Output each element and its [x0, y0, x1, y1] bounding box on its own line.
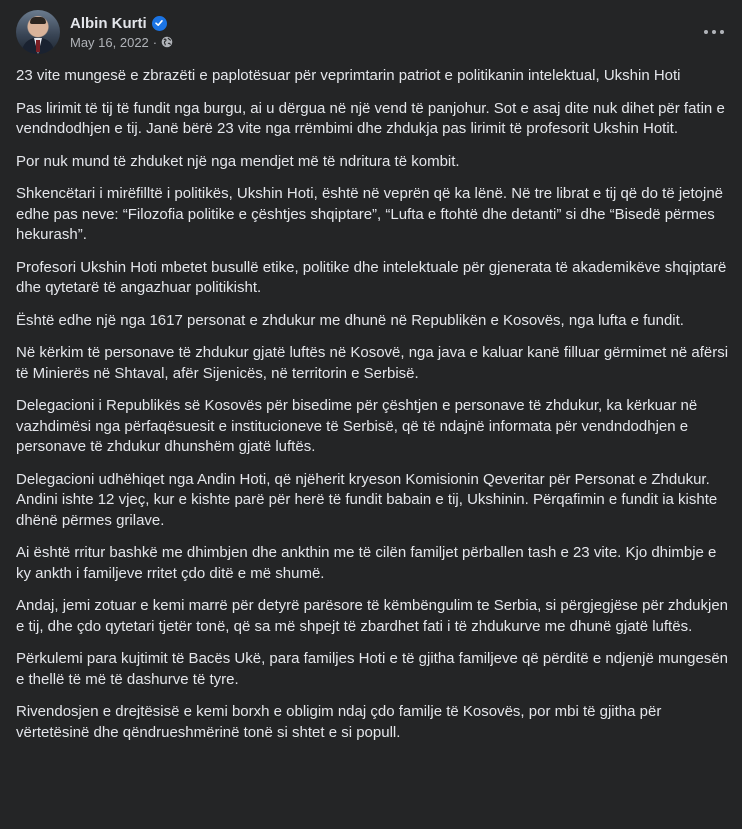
post-paragraph: Është edhe një nga 1617 personat e zhdukur me dhunë në Republikën e Kosovës, nga lufta e fundit.: [16, 311, 684, 329]
author-avatar[interactable]: [16, 10, 60, 54]
post-paragraph: Pas lirimit të tij të fundit nga burgu, ai u dërgua në një vend të panjohur. Sot e asaj dite nuk dihet për fatin e vendndodhjen e tij. Janë bërë 23 vite nga rrëmbimi dhe zhdukja pas lirimit të profesorit Ukshin Hotit.: [16, 99, 725, 137]
post-paragraph: Por nuk mund të zhduket një nga mendjet më të ndritura të kombit.: [16, 152, 460, 170]
meta-separator: ·: [152, 34, 158, 50]
more-options-icon[interactable]: [696, 14, 732, 50]
post-paragraph: Andaj, jemi zotuar e kemi marrë për detyrë parësore të këmbëngulim te Serbia, si përgjegjëse për zhdukjen e tij, dhe çdo qytetari tjetër tonë, që sa më shpejt të zbardhet fati i të zhdukurve me dhunë gjatë luftës.: [16, 597, 729, 635]
author-name[interactable]: Albin Kurti: [70, 14, 147, 32]
post-body: [16, 66, 730, 755]
author-info: [70, 15, 173, 50]
post-paragraph: 23 vite mungesë e zbrazëti e paplotësuar për veprimtarin patriot e politikanin intelektual, Ukshin Hoti: [16, 67, 681, 84]
post-paragraph: Në kërkim të personave të zhdukur gjatë luftës në Kosovë, nga java e kaluar kanë filluar gërmimet në afërsi të Minierës në Shtaval, afër Sijenicës, në territorin e Serbisë.: [16, 344, 729, 382]
verified-badge-icon: [152, 16, 167, 31]
post-paragraph: Shkencëtari i mirëfilltë i politikës, Ukshin Hoti, është në veprën që ka lënë. Në tre librat e tij që do të jetojnë edhe pas neve: “Filozofia politike e çështjes shqiptare”, “Lufta e ftohtë dhe detanti” si dhe “Bisedë përmes hekurash”.: [16, 185, 724, 243]
post-paragraph: Përkulemi para kujtimit të Bacës Ukë, para familjes Hoti e të gjitha familjeve që përditë e ndjenjë mungesën e thellë të më të dashurve të tyre.: [16, 650, 729, 688]
post-paragraph: Profesori Ukshin Hoti mbetet busullë etike, politike dhe intelektuale për gjenerata të akademikëve shqiptarë dhe qytetarë të angazhuar politikisht.: [16, 258, 727, 296]
globe-icon[interactable]: [161, 36, 173, 48]
post-header: [16, 10, 173, 54]
post-paragraph: Delegacioni udhëhiqet nga Andin Hoti, që njëherit kryeson Komisionin Qeveritar për Personat e Zhdukur. Andini ishte 12 vjeç, kur e kishte parë për herë të fundit babain e tij, Ukshinin. Përqafimin e fundit ia kishte dhënë përmes grilave.: [16, 470, 718, 529]
post-paragraph: Rivendosjen e drejtësisë e kemi borxh e obligim ndaj çdo familje të Kosovës, por mbi të gjitha për vërtetësinë dhe qëndrueshmërinë tonë si shtet e si popull.: [16, 703, 662, 741]
post-paragraph: Ai është rritur bashkë me dhimbjen dhe ankthin me të cilën familjet përballen tash e 23 vite. Kjo dhimbje e ky ankth i familjeve rritet çdo ditë e më shumë.: [16, 544, 717, 582]
post-date[interactable]: May 16, 2022: [70, 34, 149, 50]
post-paragraph: Delegacioni i Republikës së Kosovës për bisedime për çështjen e personave të zhdukur, ka kërkuar në vazhdimësi nga përfaqësuesit e institucioneve të Serbisë, që të ndajnë informata për vendndodhjen e personave të zhdukur dhunshëm gjatë luftës.: [16, 397, 698, 455]
